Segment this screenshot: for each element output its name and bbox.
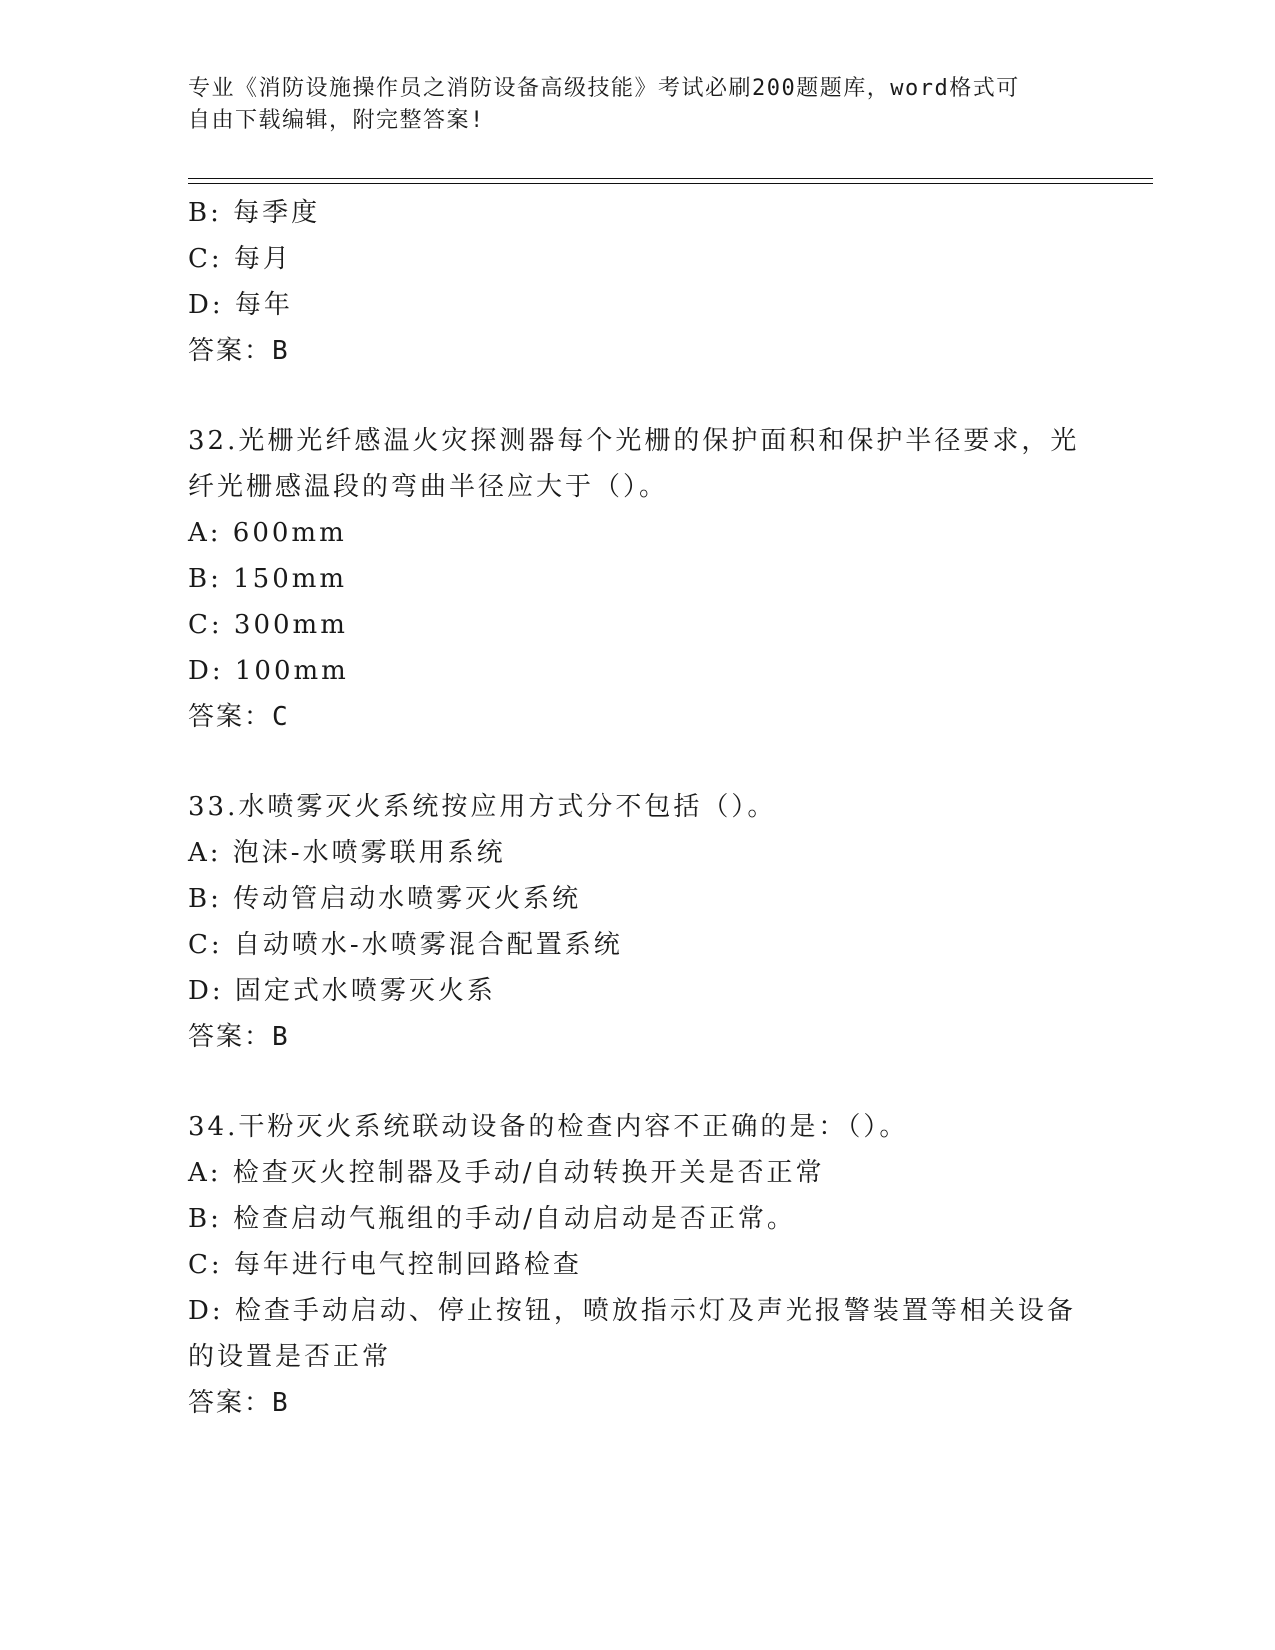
option-c: C: 每月 <box>188 244 292 274</box>
document-header <box>188 73 1088 137</box>
option-d: D: 100mm <box>188 656 349 686</box>
option-b: B: 150mm <box>188 564 348 594</box>
question-31 <box>188 190 1088 374</box>
question-32 <box>188 418 1088 740</box>
option-d: D: 检查手动启动、停止按钮，喷放指示灯及声光报警装置等相关设备的设置是否正常 <box>188 1296 1076 1372</box>
answer: 答案：B <box>188 1388 290 1418</box>
answer: 答案：C <box>188 702 290 732</box>
header-divider-top <box>188 178 1153 179</box>
header-line-2: 自由下载编辑，附完整答案! <box>188 108 485 133</box>
option-c: C: 300mm <box>188 610 348 640</box>
header-divider-bottom <box>188 183 1153 184</box>
answer: 答案：B <box>188 336 290 366</box>
option-d: D: 固定式水喷雾灭火系 <box>188 976 496 1006</box>
option-c: C: 自动喷水-水喷雾混合配置系统 <box>188 930 623 960</box>
option-a: A: 600mm <box>188 518 347 548</box>
question-text: 32.光栅光纤感温火灾探测器每个光栅的保护面积和保护半径要求，光纤光栅感温段的弯曲半径应大于（）。 <box>188 426 1080 502</box>
header-line-1: 专业《消防设施操作员之消防设备高级技能》考试必刷200题题库，word格式可 <box>188 76 1020 101</box>
answer: 答案：B <box>188 1022 290 1052</box>
option-a: A: 检查灭火控制器及手动/自动转换开关是否正常 <box>188 1158 825 1188</box>
question-33 <box>188 784 1088 1060</box>
option-b: B: 每季度 <box>188 198 321 228</box>
question-text: 33.水喷雾灭火系统按应用方式分不包括（）。 <box>188 792 777 822</box>
option-b: B: 传动管启动水喷雾灭火系统 <box>188 884 582 914</box>
option-a: A: 泡沫-水喷雾联用系统 <box>188 838 506 868</box>
question-34 <box>188 1104 1088 1426</box>
option-b: B: 检查启动气瓶组的手动/自动启动是否正常。 <box>188 1204 796 1234</box>
question-text: 34.干粉灭火系统联动设备的检查内容不正确的是：（）。 <box>188 1112 909 1142</box>
option-d: D: 每年 <box>188 290 293 320</box>
option-c: C: 每年进行电气控制回路检查 <box>188 1250 582 1280</box>
question-list <box>188 190 1088 1426</box>
